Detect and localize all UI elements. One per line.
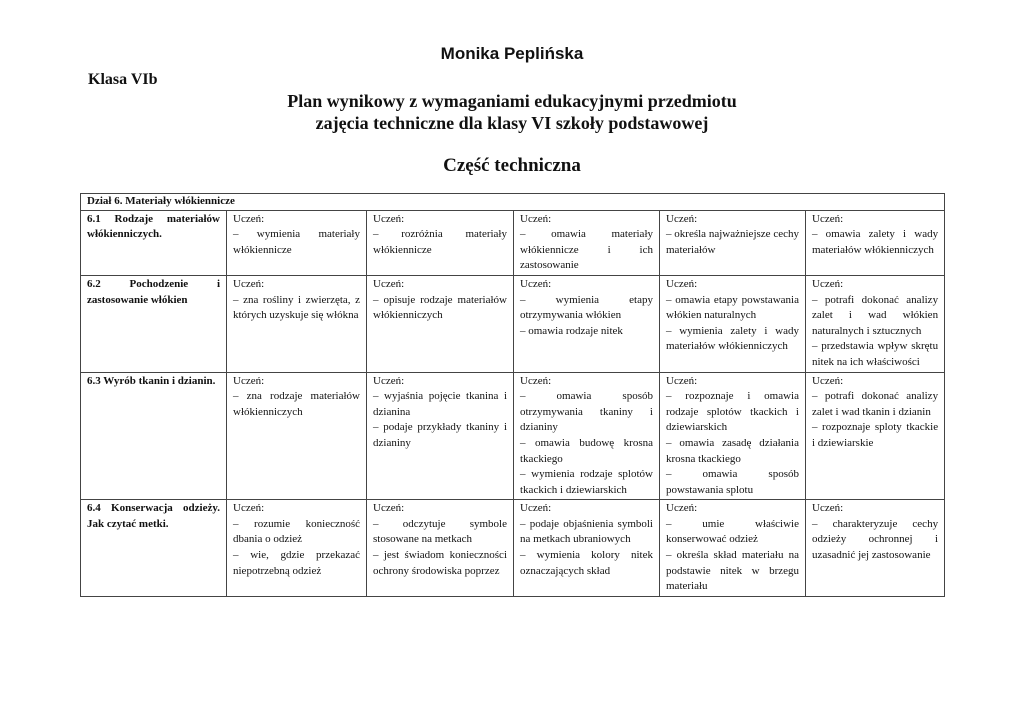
student-label: Uczeń: xyxy=(812,502,844,515)
requirement-item: – wyjaśnia pojęcie tkanina i dzianina xyxy=(373,390,507,418)
requirement-cell xyxy=(514,210,660,275)
requirement-item: – wymienia zalety i wady materiałów włókienniczych xyxy=(666,324,799,353)
requirement-item: – omawia rodzaje nitek xyxy=(520,324,623,337)
title-line-2: zajęcia techniczne dla klasy VI szkoły podstawowej xyxy=(315,113,709,133)
requirement-item: – opisuje rodzaje materiałów włókienniczych xyxy=(373,293,507,322)
requirement-cell xyxy=(806,500,945,597)
requirement-item: – omawia etapy powstawania włókien naturalnych xyxy=(666,293,799,322)
requirement-item: – określa najważniejsze cechy materiałów xyxy=(666,228,799,256)
student-label: Uczeń: xyxy=(666,502,698,515)
student-label: Uczeń: xyxy=(666,212,698,225)
student-label: Uczeń: xyxy=(520,374,552,387)
requirement-cell xyxy=(367,210,514,275)
requirement-item: – umie właściwie konserwować odzież xyxy=(666,517,799,546)
requirement-cell xyxy=(806,210,945,275)
topic-cell: 6.3 Wyrób tkanin i dzianin. xyxy=(81,372,227,500)
table-row xyxy=(81,210,945,275)
requirement-item: – zna rodzaje materiałów włókienniczych xyxy=(233,390,360,418)
requirement-item: – wymienia etapy otrzymywania włókien xyxy=(520,293,653,322)
requirement-item: – podaje przykłady tkaniny i dzianiny xyxy=(373,421,507,449)
requirement-cell xyxy=(367,275,514,372)
title-line-1: Plan wynikowy z wymaganiami edukacyjnymi przedmiotu xyxy=(287,91,737,111)
student-label: Uczeń: xyxy=(520,212,552,225)
requirement-item: – potrafi dokonać analizy zalet i wad włókien naturalnych i sztucznych xyxy=(812,293,939,337)
student-label: Uczeń: xyxy=(666,277,698,290)
student-label: Uczeń: xyxy=(373,212,405,225)
student-label: Uczeń: xyxy=(812,212,844,225)
student-label: Uczeń: xyxy=(812,374,844,387)
requirement-item: – przedstawia wpływ skrętu nitek na ich właściwości xyxy=(812,340,939,368)
document-title xyxy=(0,90,1024,134)
requirement-cell xyxy=(660,275,806,372)
requirement-item: – omawia materiały włókiennicze i ich zastosowanie xyxy=(520,228,653,272)
requirement-item: – omawia sposób otrzymywania tkaniny i dzianiny xyxy=(520,390,653,434)
requirement-cell xyxy=(227,210,367,275)
requirement-item: – wymienia kolory nitek oznaczających skład xyxy=(520,549,653,577)
requirement-item: – zna rośliny i zwierzęta, z których uzyskuje się włókna xyxy=(233,293,360,322)
requirement-item: – charakteryzuje cechy odzieży ochronnej i uzasadnić jej zastosowanie xyxy=(812,517,939,562)
student-label: Uczeń: xyxy=(666,374,698,387)
requirement-item: – omawia zasadę działania krosna tkackiego xyxy=(666,436,799,465)
requirement-item: – omawia budowę krosna tkackiego xyxy=(520,436,653,465)
requirement-item: – wymienia materiały włókiennicze xyxy=(233,228,360,256)
table-row xyxy=(81,275,945,372)
requirement-item: – rozróżnia materiały włókiennicze xyxy=(373,228,507,256)
table-row xyxy=(81,372,945,500)
student-label: Uczeń: xyxy=(373,502,405,515)
requirement-cell xyxy=(227,275,367,372)
requirement-item: – omawia zalety i wady materiałów włókienniczych xyxy=(812,228,939,256)
requirement-cell xyxy=(660,210,806,275)
requirement-cell xyxy=(367,372,514,500)
requirement-cell xyxy=(806,372,945,500)
requirement-item: – rozpoznaje sploty tkackie i dziewiarskie xyxy=(812,421,939,449)
requirement-cell xyxy=(660,372,806,500)
requirement-item: – wymienia rodzaje splotów tkackich i dziewiarskich xyxy=(520,468,653,496)
student-label: Uczeń: xyxy=(520,502,552,515)
requirement-item: – odczytuje symbole stosowane na metkach xyxy=(373,517,507,546)
section-title: Dział 6. Materiały włókiennicze xyxy=(81,194,945,211)
requirement-cell xyxy=(660,500,806,597)
student-label: Uczeń: xyxy=(812,277,844,290)
requirement-item: – potrafi dokonać analizy zalet i wad tkanin i dzianin xyxy=(812,390,939,418)
requirement-item: – wie, gdzie przekazać niepotrzebną odzież xyxy=(233,549,360,577)
requirement-item: – podaje objaśnienia symboli na metkach ubraniowych xyxy=(520,517,653,546)
table-row xyxy=(81,500,945,597)
requirement-cell xyxy=(514,275,660,372)
section-row xyxy=(81,194,945,211)
student-label: Uczeń: xyxy=(373,374,405,387)
requirement-cell xyxy=(367,500,514,597)
requirement-item: – rozumie konieczność dbania o odzież xyxy=(233,517,360,546)
requirements-table xyxy=(80,193,945,597)
requirement-item: – jest świadom konieczności ochrony środowiska poprzez xyxy=(373,549,507,577)
student-label: Uczeń: xyxy=(520,277,552,290)
student-label: Uczeń: xyxy=(233,502,265,515)
student-label: Uczeń: xyxy=(233,374,265,387)
requirement-cell xyxy=(806,275,945,372)
requirement-cell xyxy=(514,372,660,500)
requirement-cell xyxy=(227,500,367,597)
topic-cell: 6.1 Rodzaje materiałów włókienniczych. xyxy=(81,210,227,275)
requirement-cell xyxy=(514,500,660,597)
requirement-item: – omawia sposób powstawania splotu xyxy=(666,468,799,496)
student-label: Uczeń: xyxy=(373,277,405,290)
student-label: Uczeń: xyxy=(233,212,265,225)
class-label: Klasa VIb xyxy=(88,71,158,88)
requirement-item: – rozpoznaje i omawia rodzaje splotów tkackich i dziewiarskich xyxy=(666,390,799,434)
student-label: Uczeń: xyxy=(233,277,265,290)
requirement-cell xyxy=(227,372,367,500)
part-heading: Część techniczna xyxy=(443,155,581,176)
topic-cell: 6.4 Konserwacja odzieży. Jak czytać metki. xyxy=(81,500,227,597)
topic-cell: 6.2 Pochodzenie i zastosowanie włókien xyxy=(81,275,227,372)
requirement-item: – określa skład materiału na podstawie nitek w brzegu materiału xyxy=(666,549,799,593)
author-name: Monika Peplińska xyxy=(440,44,584,63)
